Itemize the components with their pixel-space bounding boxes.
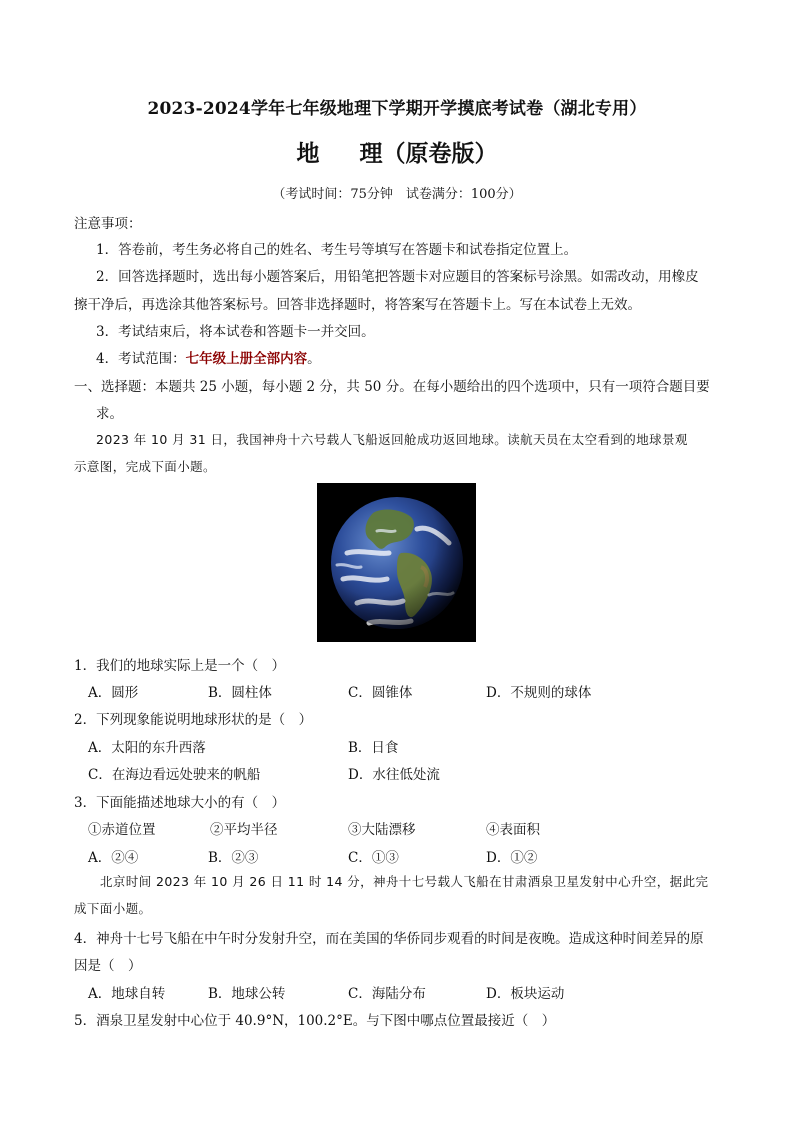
question-3-option-c: C．①③ (348, 850, 399, 866)
question-1-option-c: C．圆锥体 (348, 685, 413, 701)
question-5-stem: 5．酒泉卫星发射中心位于 40.9°N，100.2°E。与下图中哪点位置最接近（ ） (74, 1013, 556, 1029)
subject-char-a: 地 (296, 141, 320, 167)
exam-scope: 七年级上册全部内容 (185, 351, 308, 367)
question-3-item-3: ③大陆漂移 (348, 822, 416, 838)
question-1-option-a: A．圆形 (88, 685, 139, 701)
section-1-heading: 一、选择题：本题共 25 小题，每小题 2 分，共 50 分。在每小题给出的四个选项中，只有一项符合题目要 (74, 379, 710, 395)
passage-1-line-2: 示意图，完成下面小题。 (74, 459, 216, 474)
question-2-option-b: B．日食 (348, 740, 399, 756)
question-3-option-a: A．②④ (88, 850, 139, 866)
note-1: 1．答卷前，考生务必将自己的姓名、考生号等填写在答题卡和试卷指定位置上。 (96, 242, 578, 258)
question-4-option-a: A．地球自转 (88, 986, 166, 1002)
question-3-stem: 3．下面能描述地球大小的有（ ） (74, 795, 286, 811)
passage-1-line-1: 2023 年 10 月 31 日，我国神舟十六号载人飞船返回舱成功返回地球。读航天员在太空看到的地球景观 (96, 432, 688, 447)
note-4-prefix: 4．考试范围： (96, 351, 186, 367)
notes-heading: 注意事项： (74, 216, 142, 232)
question-3-item-4: ④表面积 (486, 822, 540, 838)
earth-image (317, 483, 476, 642)
question-3-option-d: D．①② (486, 850, 538, 866)
note-4 (96, 347, 321, 367)
question-2-option-c: C．在海边看远处驶来的帆船 (88, 767, 261, 783)
question-3-option-b: B．②③ (208, 850, 259, 866)
question-4-option-b: B．地球公转 (208, 986, 286, 1002)
question-1-option-b: B．圆柱体 (208, 685, 272, 701)
note-2a: 2．回答选择题时，选出每小题答案后，用铅笔把答题卡对应题目的答案标号涂黑。如需改动，用橡皮 (96, 269, 699, 285)
question-1-option-d: D．不规则的球体 (486, 685, 592, 701)
question-4-stem-1: 4．神舟十七号飞船在中午时分发射升空，而在美国的华侨同步观看的时间是夜晚。造成这种时间差异的原 (74, 931, 704, 947)
question-2-option-a: A．太阳的东升西落 (88, 740, 206, 756)
question-3-item-2: ②平均半径 (210, 822, 278, 838)
time-info: （考试时间：75分钟 试卷满分：100分） (272, 187, 522, 202)
exam-title: 2023-2024学年七年级地理下学期开学摸底考试卷（湖北专用） (147, 99, 647, 119)
question-4-option-c: C．海陆分布 (348, 986, 426, 1002)
note-2b: 擦干净后，再选涂其他答案标号。回答非选择题时，将答案写在答题卡上。写在本试卷上无效。 (74, 297, 641, 313)
question-3-item-1: ①赤道位置 (88, 822, 156, 838)
passage-2-line-2: 成下面小题。 (74, 901, 152, 916)
note-4-suffix: 。 (307, 351, 321, 367)
question-1-stem: 1．我们的地球实际上是一个（ ） (74, 658, 286, 674)
question-2-option-d: D．水往低处流 (348, 767, 440, 783)
subject-char-b: 理（原卷版） (359, 141, 498, 167)
subject-title (0, 135, 794, 168)
earth-globe-icon (317, 483, 476, 642)
note-3: 3．考试结束后，将本试卷和答题卡一并交回。 (96, 324, 375, 340)
section-1-heading-cont: 求。 (96, 406, 123, 422)
question-2-stem: 2．下列现象能说明地球形状的是（ ） (74, 712, 313, 728)
question-4-stem-2: 因是（ ） (74, 958, 142, 974)
question-4-option-d: D．板块运动 (486, 986, 565, 1002)
passage-2-line-1: 北京时间 2023 年 10 月 26 日 11 时 14 分，神舟十七号载人飞船在甘肃酒泉卫星发射中心升空，据此完 (100, 874, 709, 889)
